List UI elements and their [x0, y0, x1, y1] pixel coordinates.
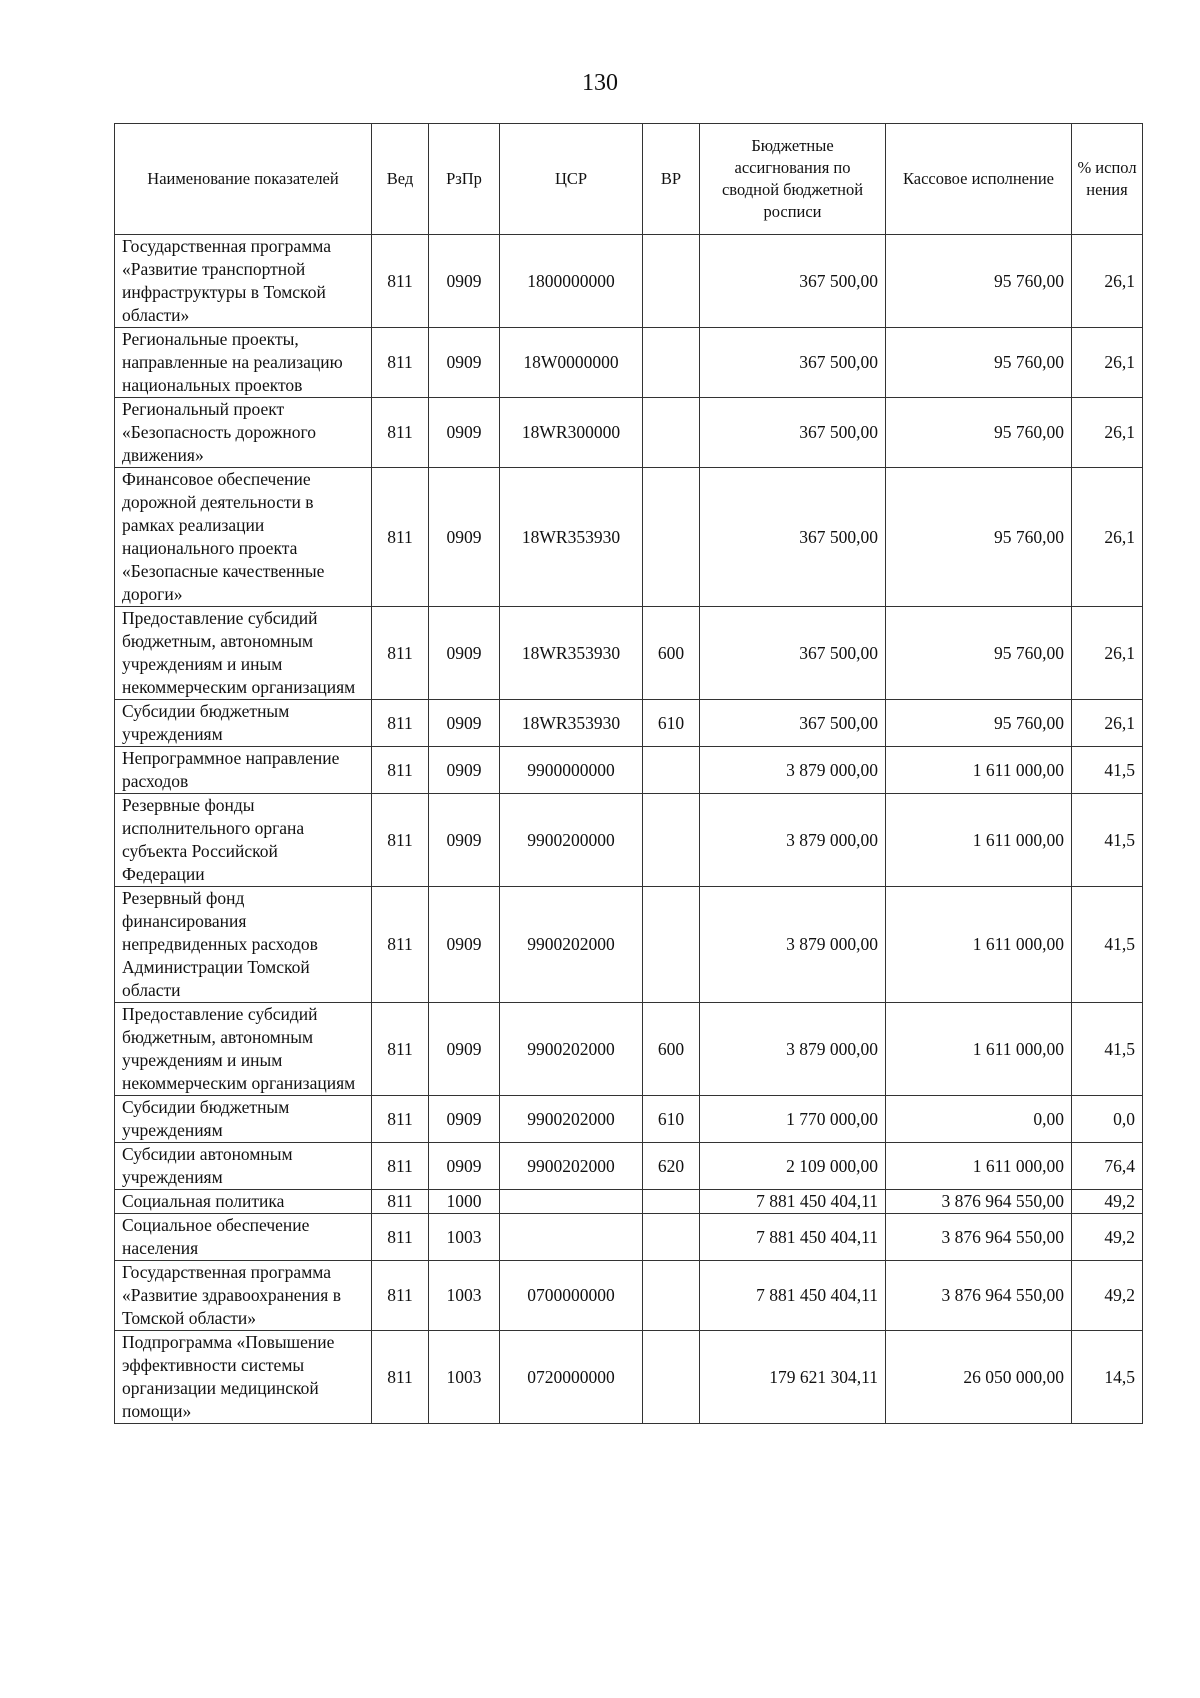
- row-vr: [643, 887, 700, 1003]
- table-row: [115, 468, 1143, 607]
- row-vr: 610: [643, 1096, 700, 1143]
- row-cash: 95 760,00: [886, 468, 1072, 607]
- row-cash: 3 876 964 550,00: [886, 1190, 1072, 1214]
- row-ved: 811: [372, 1096, 429, 1143]
- row-cash: 95 760,00: [886, 700, 1072, 747]
- row-name: Резервный фонд финансирования непредвиденных расходов Администрации Томской области: [115, 887, 372, 1003]
- row-ved: 811: [372, 1331, 429, 1424]
- row-vr: [643, 328, 700, 398]
- row-csr: 9900200000: [500, 794, 643, 887]
- row-name: Социальная политика: [115, 1190, 372, 1214]
- row-budget: 7 881 450 404,11: [700, 1190, 886, 1214]
- row-percent: 26,1: [1072, 328, 1143, 398]
- row-name: Предоставление субсидий бюджетным, автономным учреждениям и иным некоммерческим организациям: [115, 1003, 372, 1096]
- row-rzpr: 1003: [429, 1331, 500, 1424]
- header-budget: Бюджетные ассигнования по сводной бюджетной росписи: [700, 124, 886, 235]
- row-budget: 7 881 450 404,11: [700, 1214, 886, 1261]
- row-vr: 620: [643, 1143, 700, 1190]
- row-ved: 811: [372, 794, 429, 887]
- table-row: [115, 607, 1143, 700]
- table-row: [115, 887, 1143, 1003]
- row-name: Региональный проект «Безопасность дорожного движения»: [115, 398, 372, 468]
- row-budget: 367 500,00: [700, 328, 886, 398]
- row-name: Региональные проекты, направленные на реализацию национальных проектов: [115, 328, 372, 398]
- table-header-row: [115, 124, 1143, 235]
- row-vr: [643, 1261, 700, 1331]
- row-rzpr: 0909: [429, 1096, 500, 1143]
- row-rzpr: 0909: [429, 235, 500, 328]
- row-vr: [643, 1214, 700, 1261]
- row-percent: 26,1: [1072, 700, 1143, 747]
- row-budget: 367 500,00: [700, 398, 886, 468]
- row-name: Непрограммное направление расходов: [115, 747, 372, 794]
- row-vr: [643, 747, 700, 794]
- row-budget: 367 500,00: [700, 468, 886, 607]
- row-csr: 1800000000: [500, 235, 643, 328]
- row-cash: 1 611 000,00: [886, 887, 1072, 1003]
- table-row: [115, 398, 1143, 468]
- row-percent: 41,5: [1072, 1003, 1143, 1096]
- table-row: [115, 328, 1143, 398]
- row-csr: 18WR353930: [500, 700, 643, 747]
- row-rzpr: 0909: [429, 1143, 500, 1190]
- row-csr: 9900202000: [500, 887, 643, 1003]
- row-rzpr: 0909: [429, 398, 500, 468]
- row-cash: 3 876 964 550,00: [886, 1214, 1072, 1261]
- table-row: [115, 1096, 1143, 1143]
- row-cash: 95 760,00: [886, 607, 1072, 700]
- header-percent: % испол нения: [1072, 124, 1143, 235]
- row-ved: 811: [372, 887, 429, 1003]
- row-name: Государственная программа «Развитие транспортной инфраструктуры в Томской области»: [115, 235, 372, 328]
- row-rzpr: 0909: [429, 328, 500, 398]
- row-cash: 1 611 000,00: [886, 747, 1072, 794]
- row-rzpr: 1003: [429, 1214, 500, 1261]
- row-csr: 9900202000: [500, 1096, 643, 1143]
- row-name: Субсидии бюджетным учреждениям: [115, 1096, 372, 1143]
- row-csr: 18WR353930: [500, 468, 643, 607]
- row-budget: 367 500,00: [700, 607, 886, 700]
- row-cash: 1 611 000,00: [886, 1003, 1072, 1096]
- row-percent: 41,5: [1072, 794, 1143, 887]
- row-vr: 600: [643, 607, 700, 700]
- row-percent: 26,1: [1072, 235, 1143, 328]
- row-rzpr: 0909: [429, 468, 500, 607]
- row-budget: 1 770 000,00: [700, 1096, 886, 1143]
- table-row: [115, 700, 1143, 747]
- row-rzpr: 0909: [429, 1003, 500, 1096]
- row-csr: 9900202000: [500, 1143, 643, 1190]
- row-ved: 811: [372, 328, 429, 398]
- row-csr: 0700000000: [500, 1261, 643, 1331]
- row-csr: [500, 1214, 643, 1261]
- row-ved: 811: [372, 747, 429, 794]
- row-budget: 179 621 304,11: [700, 1331, 886, 1424]
- row-rzpr: 1000: [429, 1190, 500, 1214]
- table-row: [115, 747, 1143, 794]
- table-row: [115, 1143, 1143, 1190]
- row-cash: 0,00: [886, 1096, 1072, 1143]
- row-ved: 811: [372, 1214, 429, 1261]
- row-percent: 0,0: [1072, 1096, 1143, 1143]
- row-cash: 1 611 000,00: [886, 794, 1072, 887]
- page-number: 130: [582, 70, 618, 96]
- row-ved: 811: [372, 1003, 429, 1096]
- row-name: Субсидии автономным учреждениям: [115, 1143, 372, 1190]
- row-name: Социальное обеспечение населения: [115, 1214, 372, 1261]
- row-percent: 41,5: [1072, 887, 1143, 1003]
- table-row: [115, 1331, 1143, 1424]
- header-vr: ВР: [643, 124, 700, 235]
- row-percent: 26,1: [1072, 468, 1143, 607]
- table-row: [115, 235, 1143, 328]
- table-row: [115, 1261, 1143, 1331]
- row-ved: 811: [372, 1143, 429, 1190]
- row-name: Финансовое обеспечение дорожной деятельности в рамках реализации национального проекта «Безопасные качественные дороги»: [115, 468, 372, 607]
- row-budget: 7 881 450 404,11: [700, 1261, 886, 1331]
- row-vr: 610: [643, 700, 700, 747]
- table-row: [115, 794, 1143, 887]
- row-name: Резервные фонды исполнительного органа субъекта Российской Федерации: [115, 794, 372, 887]
- row-cash: 95 760,00: [886, 398, 1072, 468]
- row-csr: [500, 1190, 643, 1214]
- row-percent: 26,1: [1072, 607, 1143, 700]
- header-cash: Кассовое исполнение: [886, 124, 1072, 235]
- row-ved: 811: [372, 607, 429, 700]
- row-cash: 1 611 000,00: [886, 1143, 1072, 1190]
- row-budget: 3 879 000,00: [700, 887, 886, 1003]
- row-ved: 811: [372, 1190, 429, 1214]
- row-budget: 2 109 000,00: [700, 1143, 886, 1190]
- row-vr: [643, 1331, 700, 1424]
- row-vr: [643, 1190, 700, 1214]
- header-name: Наименование показателей: [115, 124, 372, 235]
- row-percent: 49,2: [1072, 1261, 1143, 1331]
- row-percent: 76,4: [1072, 1143, 1143, 1190]
- table-body: [115, 235, 1143, 1424]
- row-rzpr: 0909: [429, 887, 500, 1003]
- row-rzpr: 0909: [429, 700, 500, 747]
- row-name: Подпрограмма «Повышение эффективности системы организации медицинской помощи»: [115, 1331, 372, 1424]
- row-budget: 3 879 000,00: [700, 794, 886, 887]
- row-percent: 49,2: [1072, 1190, 1143, 1214]
- header-csr: ЦСР: [500, 124, 643, 235]
- row-cash: 95 760,00: [886, 235, 1072, 328]
- row-percent: 26,1: [1072, 398, 1143, 468]
- row-vr: 600: [643, 1003, 700, 1096]
- budget-execution-table: [114, 123, 1143, 1424]
- row-csr: 0720000000: [500, 1331, 643, 1424]
- row-percent: 14,5: [1072, 1331, 1143, 1424]
- row-vr: [643, 468, 700, 607]
- row-name: Предоставление субсидий бюджетным, автономным учреждениям и иным некоммерческим организациям: [115, 607, 372, 700]
- row-cash: 26 050 000,00: [886, 1331, 1072, 1424]
- row-ved: 811: [372, 468, 429, 607]
- row-cash: 95 760,00: [886, 328, 1072, 398]
- row-name: Государственная программа «Развитие здравоохранения в Томской области»: [115, 1261, 372, 1331]
- row-vr: [643, 794, 700, 887]
- row-csr: 18WR300000: [500, 398, 643, 468]
- row-rzpr: 1003: [429, 1261, 500, 1331]
- row-rzpr: 0909: [429, 794, 500, 887]
- row-csr: 9900000000: [500, 747, 643, 794]
- header-rzpr: РзПр: [429, 124, 500, 235]
- row-budget: 3 879 000,00: [700, 747, 886, 794]
- row-name: Субсидии бюджетным учреждениям: [115, 700, 372, 747]
- row-ved: 811: [372, 398, 429, 468]
- row-vr: [643, 235, 700, 328]
- table-row: [115, 1003, 1143, 1096]
- table-row: [115, 1190, 1143, 1214]
- row-budget: 3 879 000,00: [700, 1003, 886, 1096]
- header-ved: Вед: [372, 124, 429, 235]
- row-percent: 49,2: [1072, 1214, 1143, 1261]
- row-rzpr: 0909: [429, 747, 500, 794]
- row-budget: 367 500,00: [700, 700, 886, 747]
- row-ved: 811: [372, 235, 429, 328]
- row-ved: 811: [372, 1261, 429, 1331]
- row-cash: 3 876 964 550,00: [886, 1261, 1072, 1331]
- row-percent: 41,5: [1072, 747, 1143, 794]
- table-row: [115, 1214, 1143, 1261]
- row-rzpr: 0909: [429, 607, 500, 700]
- row-csr: 18W0000000: [500, 328, 643, 398]
- row-vr: [643, 398, 700, 468]
- row-ved: 811: [372, 700, 429, 747]
- row-budget: 367 500,00: [700, 235, 886, 328]
- row-csr: 18WR353930: [500, 607, 643, 700]
- row-csr: 9900202000: [500, 1003, 643, 1096]
